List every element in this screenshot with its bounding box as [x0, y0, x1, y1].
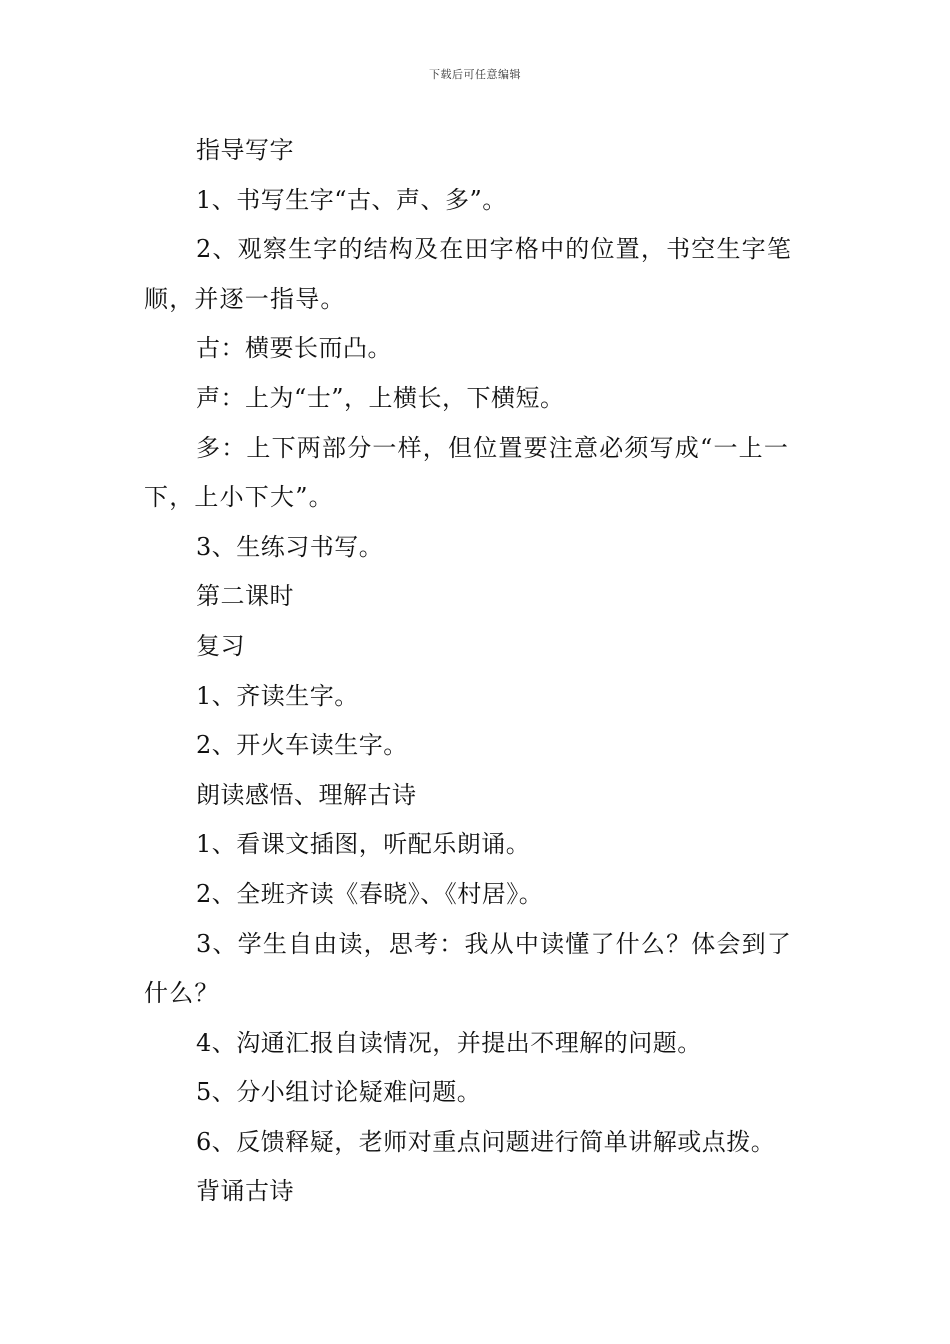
paragraph-item: 2、全班齐读《春晓》、《村居》。: [196, 879, 544, 908]
page-header-note: 下载后可任意编辑: [429, 68, 521, 81]
section-heading-recite: 背诵古诗: [196, 1177, 294, 1206]
document-body: [144, 126, 812, 1217]
section-heading-review: 复习: [196, 631, 245, 660]
paragraph-item: 多：上下两部分一样，但位置要注意必须写成“一上一下，上小下大”。: [144, 433, 790, 512]
paragraph-item: 3、学生自由读，思考：我从中读懂了什么？体会到了什么？: [144, 929, 793, 1008]
paragraph-item: 2、观察生字的结构及在田字格中的位置，书空生字笔顺，并逐一指导。: [144, 235, 793, 313]
paragraph-item: 声：上为“士”，上横长，下横短。: [196, 383, 565, 412]
section-heading-writing-guide: 指导写字: [196, 136, 294, 164]
paragraph-item: 5、分小组讨论疑难问题。: [196, 1078, 482, 1107]
paragraph-item: 1、齐读生字。: [196, 681, 359, 710]
paragraph-item: 古：横要长而凸。: [196, 334, 392, 363]
paragraph-item: 1、看课文插图，听配乐朗诵。: [196, 830, 531, 859]
section-heading-reading: 朗读感悟、理解古诗: [196, 780, 417, 809]
paragraph-item: 3、生练习书写。: [196, 532, 384, 561]
paragraph-item: 1、书写生字“古、声、多”。: [196, 185, 507, 214]
paragraph-item: 6、反馈释疑，老师对重点问题进行简单讲解或点拨。: [196, 1127, 776, 1156]
section-heading-second-lesson: 第二课时: [196, 582, 294, 611]
paragraph-item: 4、沟通汇报自读情况，并提出不理解的问题。: [196, 1028, 702, 1057]
paragraph-item: 2、开火车读生字。: [196, 731, 408, 760]
